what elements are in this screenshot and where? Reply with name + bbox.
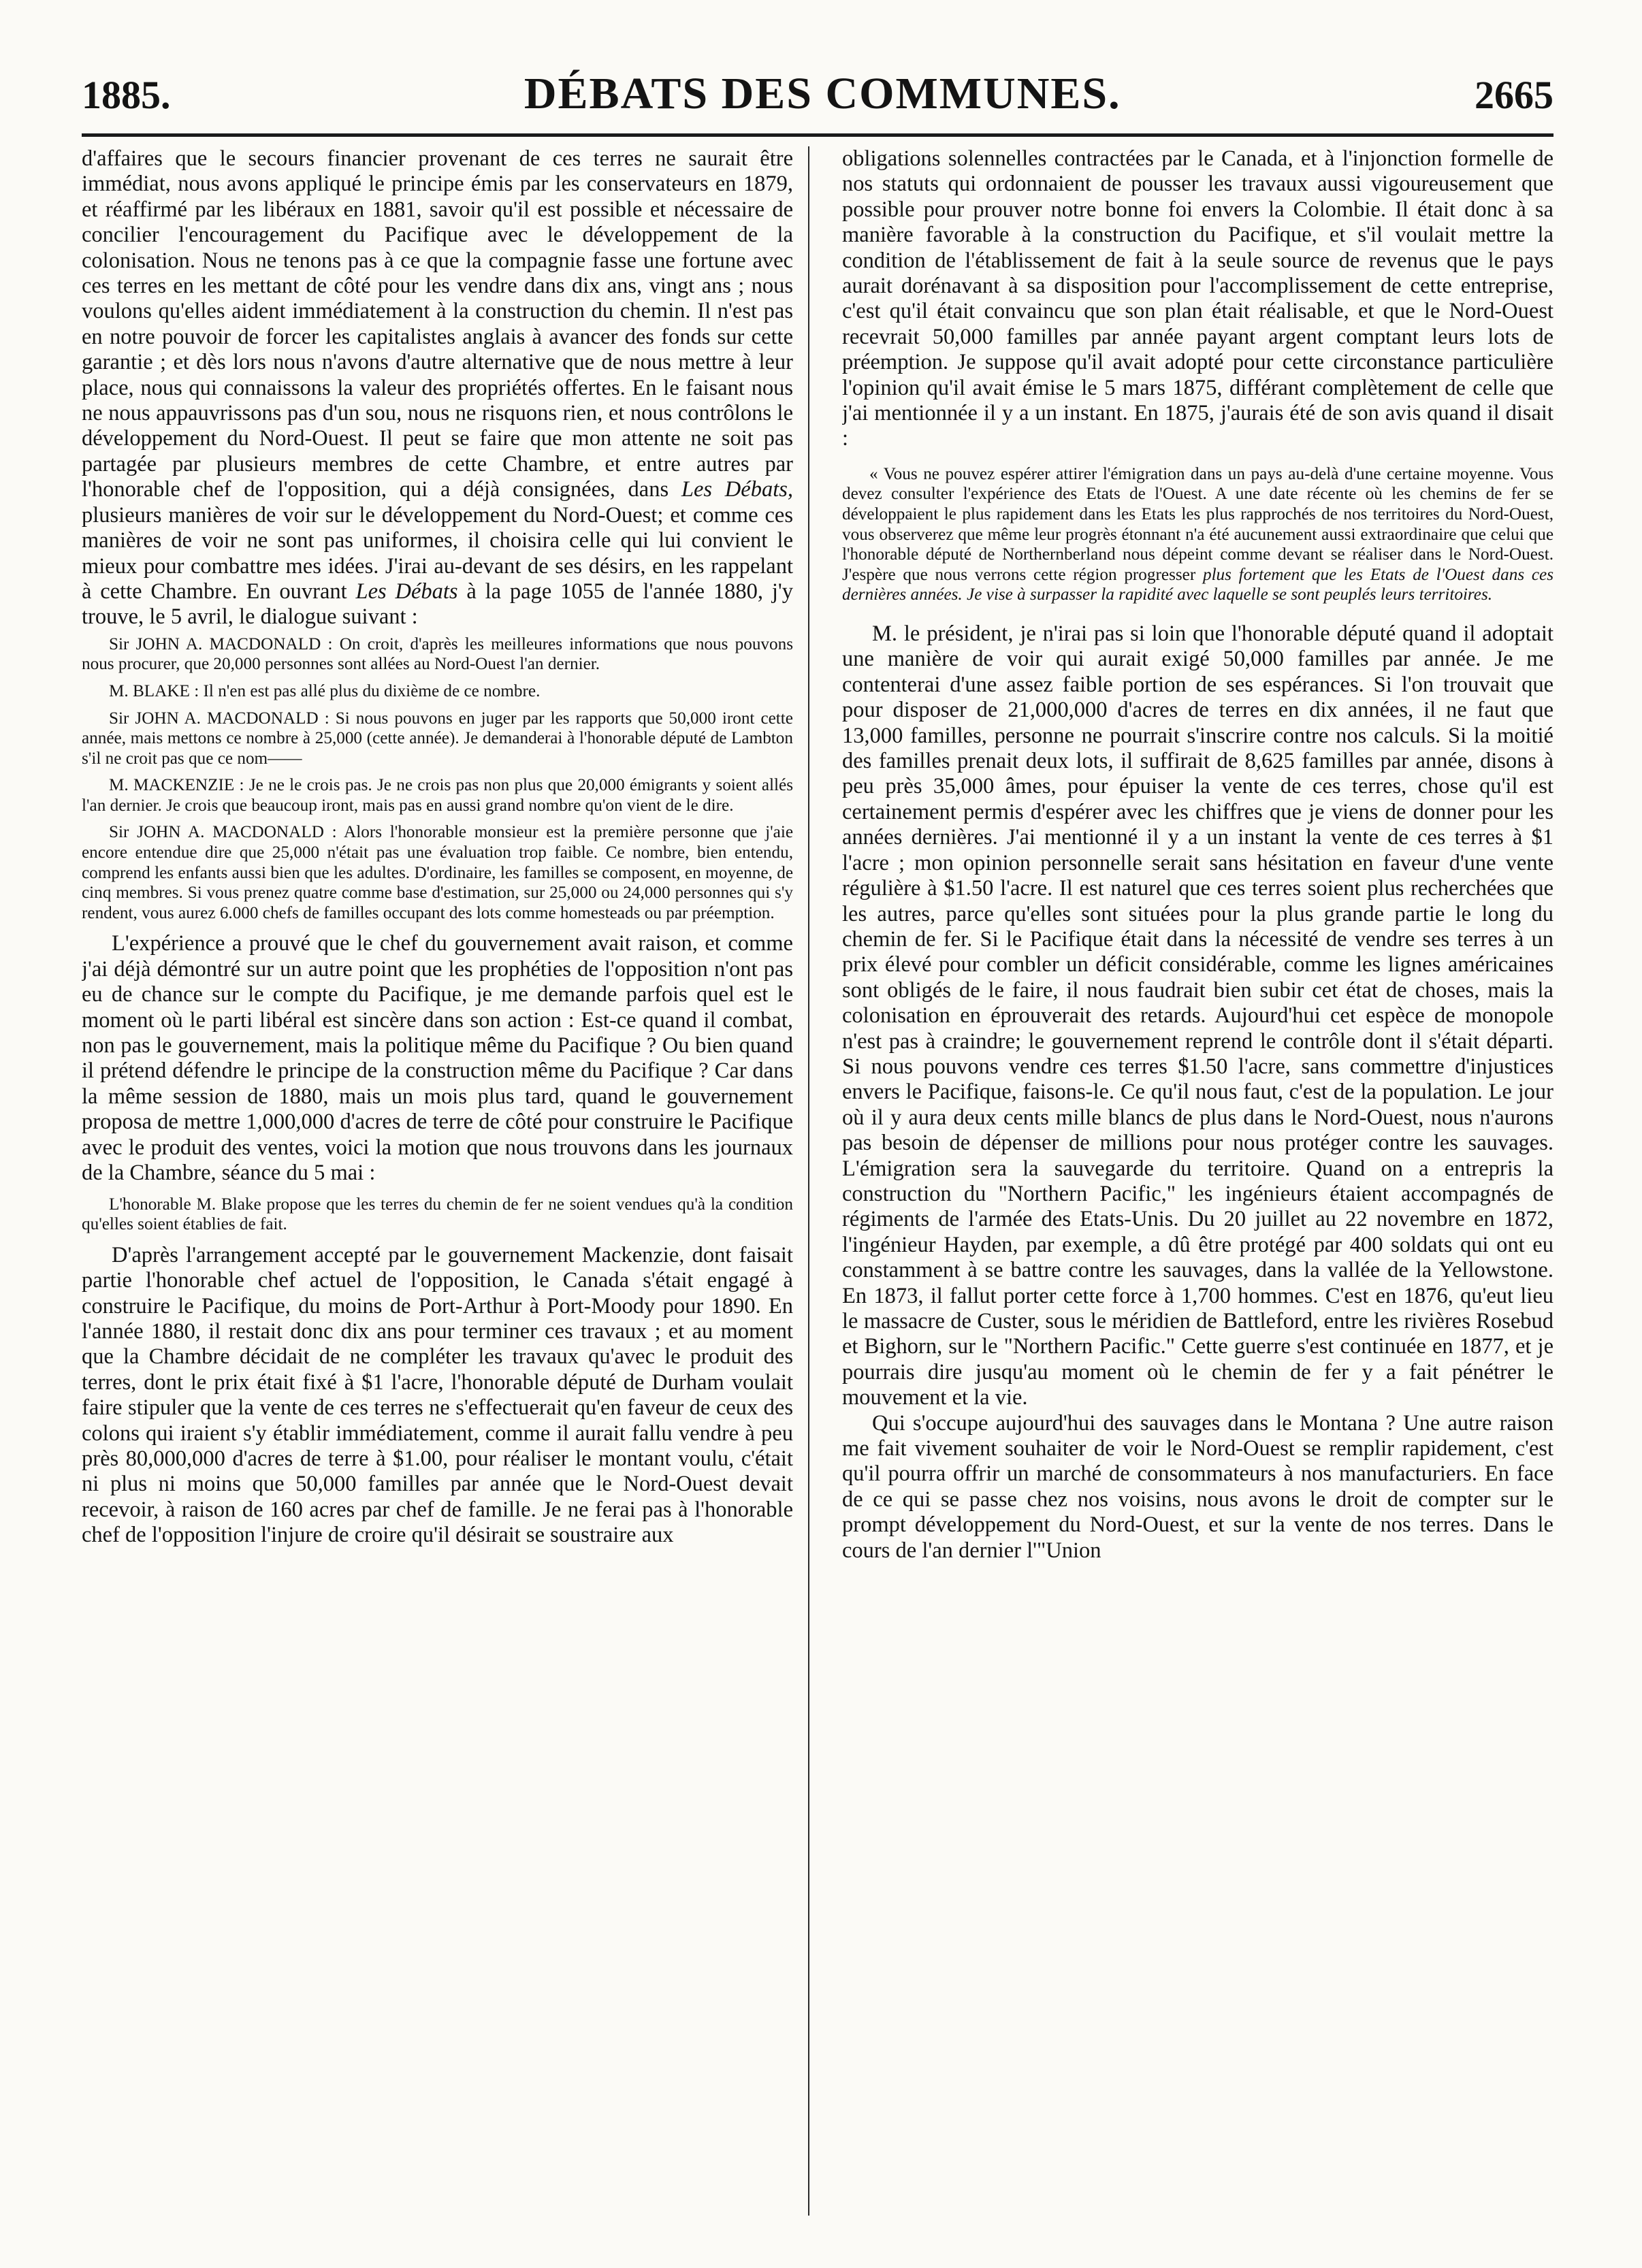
dialogue-macdonald-3: Sir JOHN A. MACDONALD : Alors l'honorable monsieur est la première personne que j'aie encore entendue dire que 25,000 n'était pas une évaluation trop faible. Ce nombre, bien entendu, comprend les enfants aussi bien que les adultes. D'ordinaire, les familles se composent, en moyenne, de cinq membres. Si vous prenez quatre comme base d'estimation, sur 25,000 ou 24,000 personnes qui s'y rendent, vous aurez 6.000 chefs de familles occupant des lots comme homesteads ou par préemption.	[82, 823, 793, 922]
left-paragraph-2: L'expérience a prouvé que le chef du gouvernement avait raison, et comme j'ai déjà démontré sur un autre point que les prophéties de l'opposition n'ont pas eu de chance sur le compte du Pacifique, je me demande parfois quel est le moment où le parti libéral est sincère dans son action : Est-ce quand il combat, non pas le gouvernement, mais la politique même du Pacifique ? Ou bien quand il prétend défendre le principe de la construction même du Pacifique ? Car dans la même session de 1880, mais un mois plus tard, quand le gouvernement proposa de mettre 1,000,000 d'acres de terre de côté pour construire le Pacifique avec le produit des ventes, voici la motion que nous trouvons dans les journaux de la Chambre, séance du 5 mai :	[82, 931, 793, 1186]
left-column	[82, 146, 793, 2216]
right-paragraph-3: Qui s'occupe aujourd'hui des sauvages dans le Montana ? Une autre raison me fait vivement souhaiter de voir le Nord-Ouest se remplir rapidement, c'est qu'il pourra offrir un marché de consommateurs à nos manufacturiers. En face de ce qui se passe chez nos voisins, nous avons le droit de compter sur le prompt développement du Nord-Ouest, et sur la vente de nos terres. Dans le cours de l'an dernier l'"Union	[842, 1410, 1554, 1563]
dialogue-mackenzie: M. MACKENZIE : Je ne le crois pas. Je ne crois pas non plus que 20,000 émigrants y soient allés l'an dernier. Je crois que beaucoup iront, mais pas en aussi grand nombre qu'on vient de le dire.	[82, 776, 793, 815]
header-title: DÉBATS DES COMMUNES.	[524, 69, 1121, 118]
left-paragraph-3: D'après l'arrangement accepté par le gouvernement Mackenzie, dont faisait partie l'honorable chef actuel de l'opposition, le Canada s'était engagé à construire le Pacifique, du moins de Port-Arthur à Port-Moody pour 1890. En l'année 1880, il restait donc dix ans pour terminer ces travaux ; et au moment que la Chambre décidait de ne compléter les travaux qu'avec le produit des terres, dont le prix était fixé à $1 l'acre, l'honorable député de Durham voulait faire stipuler que la vente de ces terres ne s'effectuerait qu'en faveur de ceux des colons qui iraient s'y établir immédiatement, comme il aurait fallu vendre à peu près 80,000,000 d'acres de terre à $1.00, pour réaliser le montant voulu, c'était ni plus ni moins que 50,000 familles par année que le Nord-Ouest devait recevoir, à raison de 160 acres par chef de famille. Je ne ferai pas à l'honorable chef de l'opposition l'injure de croire qu'il désirait se soustraire aux	[82, 1242, 793, 1548]
italic-les-debats: Les Débats,	[681, 477, 793, 502]
running-header	[82, 68, 1554, 127]
dialogue-blake: M. BLAKE : Il n'en est pas allé plus du dixième de ce nombre.	[109, 681, 541, 700]
columns	[82, 146, 1554, 2216]
right-paragraph-1: obligations solennelles contractées par le Canada, et à l'injonction formelle de nos statuts qui ordonnaient de pousser les travaux aussi vigoureusement que possible pour prouver notre bonne foi envers la Colombie. Il était donc à sa manière favorable à la construction du Pacifique, et s'il voulait mettre la condition de l'établissement de fait à la seule source de revenus que le pays aurait dorénavant à sa disposition pour l'accomplissement de cette entreprise, c'est qu'il était convaincu que son plan était réalisable, et que le Nord-Ouest recevrait 50,000 familles par année payant argent comptant leurs lots de préemption. Je suppose qu'il avait adopté pour cette circonstance particulière l'opinion qu'il avait émise le 5 mars 1875, différant complètement de celle que j'ai mentionnée il y a un instant. En 1875, j'aurais été de son avis quand il disait :	[842, 146, 1554, 451]
blake-motion: L'honorable M. Blake propose que les terres du chemin de fer ne soient vendues qu'à la condition qu'elles soient établies de fait.	[82, 1195, 793, 1234]
dialogue-macdonald-1: Sir JOHN A. MACDONALD : On croit, d'après les meilleures informations que nous pouvons nous procurer, que 20,000 personnes sont allées au Nord-Ouest l'an dernier.	[82, 634, 793, 674]
quote-italic: plus fortement que les Etats de l'Ouest dans ces dernières années. Je vise à surpasser la rapidité avec laquelle se sont peuplés leurs territoires.	[842, 565, 1554, 604]
page-number: 2665	[1474, 73, 1554, 117]
dialogue-macdonald-2: Sir JOHN A. MACDONALD : Si nous pouvons en juger par les rapports que 50,000 iront cette année, mais mettons ce nombre à 25,000 (cette année). Je demanderai à l'honorable député de Lambton s'il ne croit pas que ce nom——	[82, 709, 793, 768]
header-rule	[82, 133, 1554, 137]
column-divider	[808, 146, 809, 2216]
header-year: 1885.	[82, 73, 171, 117]
right-paragraph-2: M. le président, je n'irai pas si loin que l'honorable député quand il adoptait une manière de voir qui aurait exigé 50,000 familles par année. Je me contenterai d'une assez faible portion de ses espérances. Si l'on trouvait que pour disposer de 21,000,000 d'acres de terres en dix années, il ne faut que 13,000 familles, personne ne pourrait s'inscrire contre nos calculs. Si la moitié des familles prenait deux lots, il suffirait de 8,625 familles par année, disons à peu près 35,000 âmes, pour épuiser la vente de ces terres, chose qu'il est certainement permis d'espérer avec les chiffres que je viens de donner pour les années dernières. J'ai mentionné il y a un instant la vente de ces terres à $1 l'acre ; mon opinion personnelle serait sans hésitation en faveur d'une vente régulière à $1.50 l'acre. Il est naturel que ces terres soient plus recherchées que les autres, parce qu'elles sont situées pour la plus grande partie le long du chemin de fer. Si le Pacifique était dans la nécessité de vendre ses terres à un prix élevé pour combler un déficit considérable, comme les lignes américaines sont obligés de le faire, il nous faudrait bien subir cet état de choses, mais la colonisation en éprouverait des retards. Aujourd'hui cet espèce de monopole n'est pas à craindre; le gouvernement reprend le contrôle dont il s'était départi. Si nous pouvons vendre ces terres $1.50 l'acre, sans commettre d'injustices envers le Pacifique, faisons-le. Ce qu'il nous faut, c'est de la population. Le jour où il y aura deux cents mille blancs de plus dans le Nord-Ouest, nous n'aurons pas besoin de dépenser de millions pour nous protéger contre les sauvages. L'émigration sera la sauvegarde du territoire. Quand on a entrepris la construction du "Northern Pacific," les ingénieurs étaient accompagnés de régiments de l'armée des Etats-Unis. Du 20 juillet au 22 novembre en 1872, l'ingénieur Hayden, par exemple, a dû être protégé par 400 soldats qui ont eu constamment à se battre contre les sauvages, dans la vallée de la Yellowstone. En 1873, il fallut porter cette force à 1,700 hommes. C'est en 1876, qu'eut lieu le massacre de Custer, sous le méridien de Battleford, entre les rivières Rosebud et Bighorn, sur le "Northern Pacific." Cette guerre s'est continuée en 1877, et je pourrais dire jusqu'au moment où le chemin de fer y a fait pénétrer le mouvement et la vie.	[842, 621, 1554, 1410]
mackenzie-quote: « Vous ne pouvez espérer attirer l'émigration dans un pays au-delà d'une certaine moyenne. Vous devez consulter l'expérience des Etats de l'Ouest. A une date récente où les chemins de fer se développaient le plus rapidement dans les Etats les plus rapprochés de nos territoires du Nord-Ouest, vous observerez que même leur progrès étonnant n'a été aucunement aussi extraordinaire que celui que l'honorable député de Northernberland nous dépeint comme devant se réaliser dans le Nord-Ouest. J'espère que nous verrons cette région progresser plus fortement que les Etats de l'Ouest dans ces dernières années. Je vise à surpasser la rapidité avec laquelle se sont peuplés leurs territoires.	[842, 464, 1554, 604]
right-column	[842, 146, 1554, 2216]
italic-les-debats-2: Les Débats	[355, 579, 458, 604]
left-paragraph-1: d'affaires que le secours financier provenant de ces terres ne saurait être immédiat, nous avons appliqué le principe émis par les conservateurs en 1879, et réaffirmé par les libéraux en 1881, savoir qu'il est possible et nécessaire de concilier l'encouragement du Pacifique avec le développement de la colonisation. Nous ne tenons pas à ce que la compagnie fasse une fortune avec ces terres en les mettant de côté pour les vendre dans dix ans, vingt ans ; nous voulons qu'elles aident immédiatement à la construction du chemin. Il n'est pas en notre pouvoir de forcer les capitalistes anglais à avancer des fonds sur cette garantie ; et dès lors nous n'avons d'autre alternative que de nous mettre à leur place, nous qui connaissons la valeur des propriétés offertes. En le faisant nous ne nous appauvrissons pas d'un sou, nous ne risquons rien, et nous contrôlons le développement du Nord-Ouest. Il peut se faire que mon attente ne soit pas partagée par plusieurs membres de cette Chambre, et entre autres par l'honorable chef de l'opposition, qui a déjà consignées, dans Les Débats, plusieurs manières de voir sur le développement du Nord-Ouest; et comme ces manières de voir ne sont pas uniformes, il choisira celle qui lui convient le mieux pour combattre mes idées. J'irai au-devant de ses désirs, en les rappelant à cette Chambre. En ouvrant Les Débats à la page 1055 de l'année 1880, j'y trouve, le 5 avril, le dialogue suivant :	[82, 146, 793, 630]
